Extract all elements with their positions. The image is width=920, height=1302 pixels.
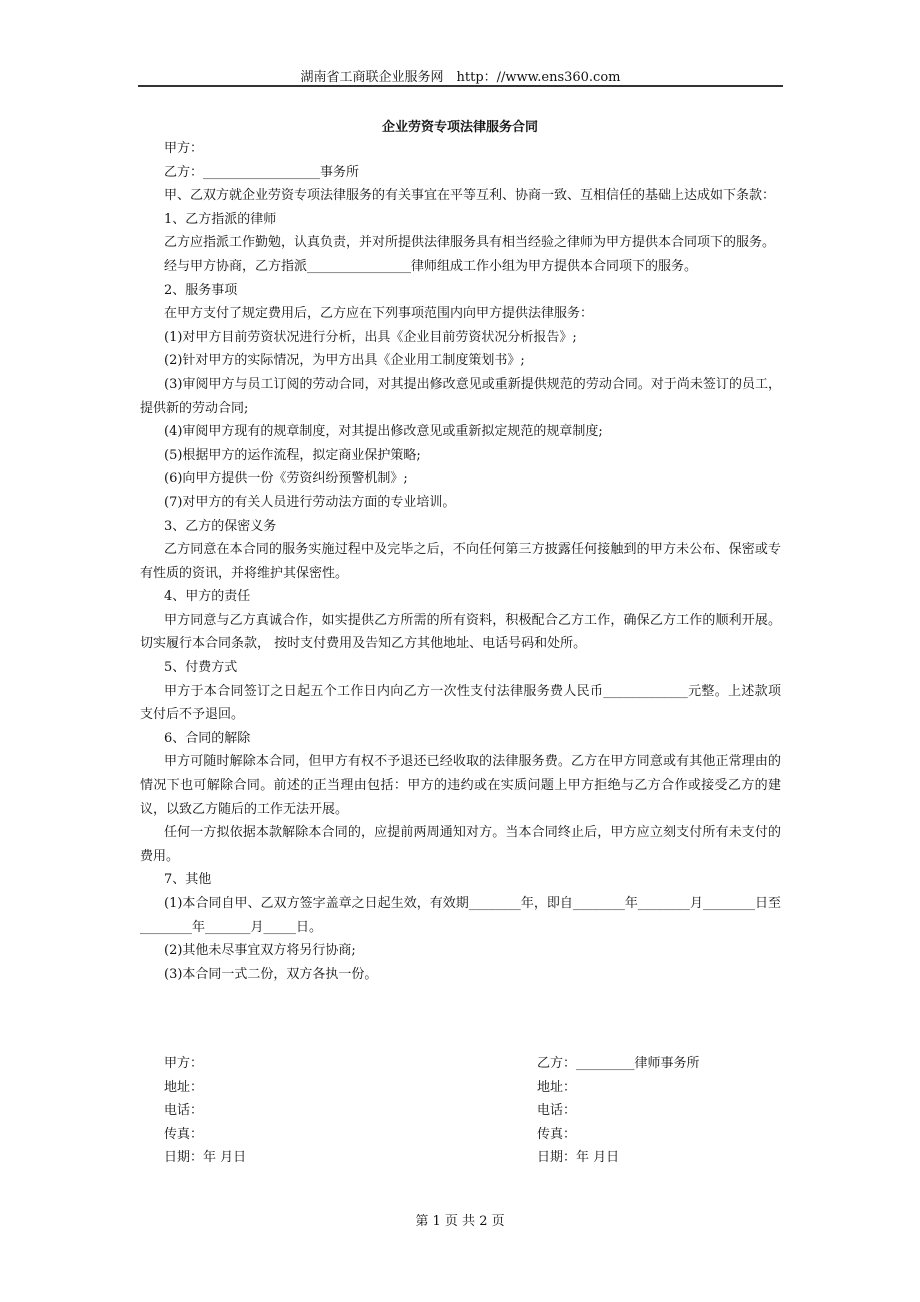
party-a-field: 电话： [164,1103,204,1119]
document-title: 企业劳资专项法律服务合同 [381,120,538,135]
paragraph: 乙方应指派工作勤勉，认真负责，并对所提供法律服务具有相当经验之律师为甲方提供本合同项下的服务。 [164,235,776,251]
paragraph: 甲方： [164,141,204,156]
paragraph: (1)对甲方目前劳资状况进行分析，出具《企业目前劳资状况分析报告》; [164,329,577,345]
paragraph: (2)针对甲方的实际情况，为甲方出具《企业用工制度策划书》; [164,353,525,369]
paragraph: 经与甲方协商，乙方指派________________律师组成工作小组为甲方提供本合同项下的服务。 [164,258,698,274]
signature-row [164,1146,784,1170]
paragraph: 3、乙方的保密义务 [164,518,277,534]
paragraph: (2)其他未尽事宜双方将另行协商; [164,943,356,959]
paragraph: 2、服务事项 [164,282,238,298]
party-a-field: 地址： [164,1079,204,1095]
paragraph: 甲方可随时解除本合同，但甲方有权不予退还已经收取的法律服务费。乙方在甲方同意或有其他正常理由的情况下也可解除合同。前述的正当理由包括：甲方的违约或在实质问题上甲方拒绝与乙方合作或接受乙方的建议，以致乙方随后的工作无法开展。 [140,754,781,817]
party-a-field: 甲方： [164,1056,204,1071]
paragraph: 乙方同意在本合同的服务实施过程中及完毕之后，不向任何第三方披露任何接触到的甲方未公布、保密或专有性质的资讯，并将维护其保密性。 [140,542,781,581]
paragraph: (4)审阅甲方现有的规章制度，对其提出修改意见或重新拟定规范的规章制度; [164,424,603,440]
paragraph: 甲方同意与乙方真诚合作，如实提供乙方所需的所有资料，积极配合乙方工作，确保乙方工作的顺利开展。切实履行本合同条款， 按时支付费用及告知乙方其他地址、电话号码和处所。 [140,612,781,652]
paragraph: 甲方于本合同签订之日起五个工作日内向乙方一次性支付法律服务费人民币_____________元整。上述款项支付后不予退回。 [140,683,781,723]
party-b-field: 传真： [537,1126,577,1142]
party-b-field: 电话： [537,1103,577,1119]
paragraph: 甲、乙双方就企业劳资专项法律服务的有关事宜在平等互利、协商一致、互相信任的基础上达成如下条款： [164,188,776,204]
page-header: 湖南省工商联企业服务网 http：//www.ens360.com [300,70,621,85]
signature-row [164,1076,784,1100]
paragraph: 5、付费方式 [164,660,238,676]
paragraph: 4、甲方的责任 [164,589,251,605]
paragraph: 1、乙方指派的律师 [164,211,277,227]
paragraph: (3)审阅甲方与员工订阅的劳动合同，对其提出修改意见或重新提供规范的劳动合同。对于尚未签订的员工，提供新的劳动合同; [140,376,781,416]
party-a-field: 日期：年 月日 [164,1150,247,1166]
party-b-field: 日期：年 月日 [537,1150,620,1166]
signature-row [164,1123,784,1147]
paragraph: (1)本合同自甲、乙双方签字盖章之日起生效，有效期________年，即自________年________月________日至________年_______月_____日。 [140,896,781,935]
party-b-field: 乙方：_________律师事务所 [537,1056,700,1071]
party-b-field: 地址： [537,1079,577,1095]
signature-row [164,1052,784,1076]
paragraph: (3)本合同一式二份，双方各执一份。 [164,966,378,982]
paragraph: 6、合同的解除 [164,730,251,746]
paragraph: (7)对甲方的有关人员进行劳动法方面的专业培训。 [164,494,456,510]
signature-block [164,1052,784,1170]
paragraph: (6)向甲方提供一份《劳资纠纷预警机制》; [164,471,408,487]
paragraph: (5)根据甲方的运作流程，拟定商业保护策略; [164,447,421,463]
contract-body [140,137,781,986]
paragraph: 在甲方支付了规定费用后，乙方应在下列事项范围内向甲方提供法律服务： [164,306,594,322]
signature-row [164,1099,784,1123]
header-divider [138,85,783,87]
paragraph: 乙方：__________________事务所 [164,164,360,180]
paragraph: 任何一方拟依据本款解除本合同的，应提前两周通知对方。当本合同终止后，甲方应立刻支付所有未支付的费用。 [140,825,781,864]
paragraph: 7、其他 [164,872,212,888]
party-a-field: 传真： [164,1126,204,1142]
page-footer: 第 1 页 共 2 页 [415,1214,505,1229]
